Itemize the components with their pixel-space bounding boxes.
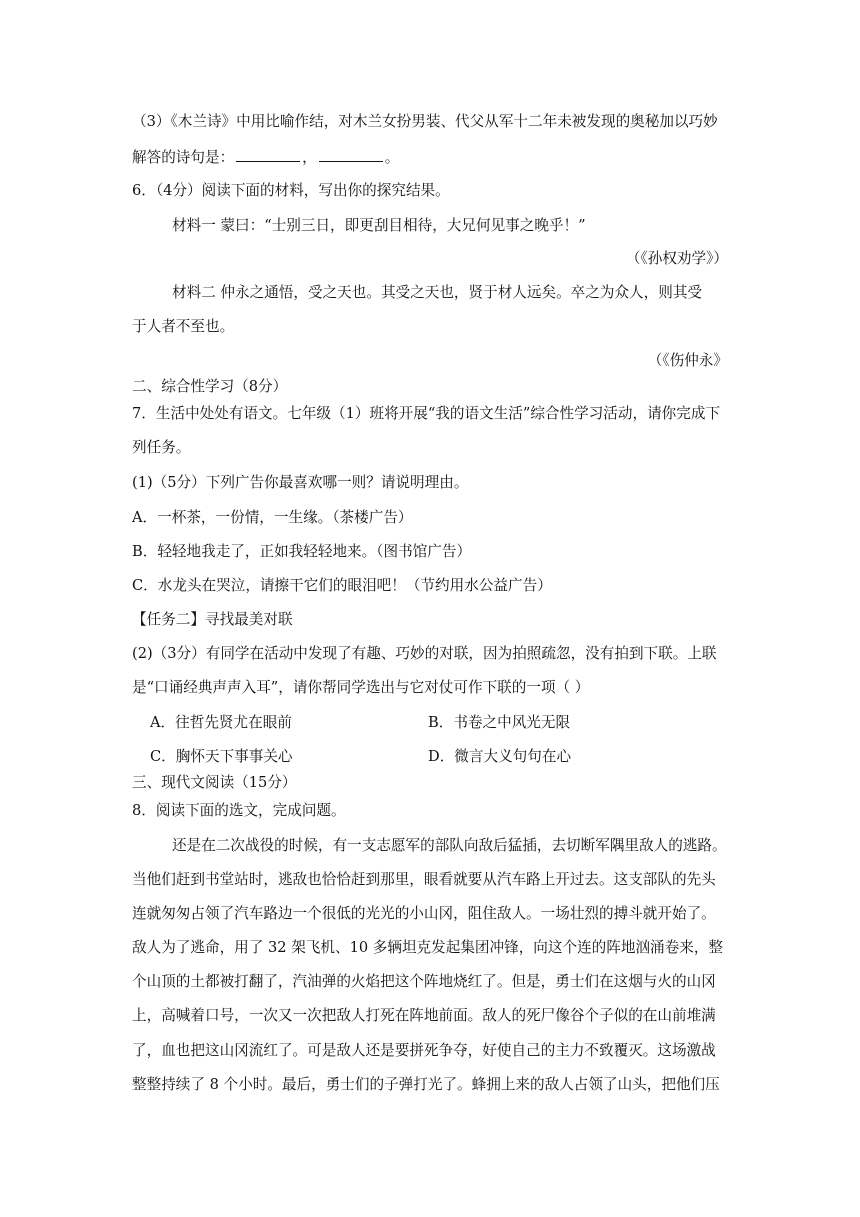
q6-material2-line2: 于人者不至也。 (132, 318, 235, 335)
q6-source2: （《伤仲永》 (647, 352, 728, 369)
q7-option-a: A．一杯茶，一份情，一生缘。（茶楼广告） (132, 509, 413, 526)
q7-option-b: B．轻轻地我走了，正如我轻轻地来。（图书馆广告） (132, 543, 472, 560)
task2-heading: 【任务二】寻找最美对联 (132, 611, 293, 628)
q8-title: 8．阅读下面的选文，完成问题。 (132, 802, 346, 819)
q5-3-prefix: 解答的诗句是： (132, 149, 235, 166)
passage-line-7: 了，血也把这山冈流红了。可是敌人还是要拼死争夺，好使自己的主力不致覆灭。这场激战 (132, 1042, 716, 1059)
passage-line-1: 还是在二次战役的时候，有一支志愿军的部队向敌后猛插，去切断军隅里敌人的逃路。 (172, 837, 727, 854)
q5-3-end: 。 (384, 149, 400, 166)
q6-material1: 材料一 蒙曰：“士别三日，即更刮目相待，大兄何见事之晚乎！” (172, 217, 586, 234)
q6-title: 6．（4分）阅读下面的材料，写出你的探究结果。 (132, 182, 450, 199)
q7-sub1: (1)（5分）下列广告你最喜欢哪一则？请说明理由。 (132, 474, 469, 491)
passage-line-2: 当他们赶到书堂站时，逃敌也恰恰赶到那里，眼看就要从汽车路上开过去。这支部队的先头 (132, 871, 716, 888)
q7-line1: 7．生活中处处有语文。七年级（1）班将开展“我的语文生活”综合性学习活动，请你完成下 (132, 405, 721, 422)
passage-line-5: 个山顶的土都被打翻了，汽油弹的火焰把这个阵地烧红了。但是，勇士们在这烟与火的山冈 (132, 973, 716, 990)
answer-blank-1[interactable] (236, 147, 300, 162)
q7-sub2-line2: 是“口诵经典声声入耳”，请你帮同学选出与它对仗可作下联的一项（ ） (132, 679, 590, 696)
choice-d: D．微言大义句句在心 (428, 748, 572, 765)
passage-line-4: 敌人为了逃命，用了 32 架飞机、10 多辆坦克发起集团冲锋，向这个连的阵地汹涌卷来，整 (132, 939, 724, 956)
q5-3-line2 (132, 147, 399, 168)
q7-sub2-line1: (2)（3分）有同学在活动中发现了有趣、巧妙的对联，因为拍照疏忽，没有拍到下联。上联 (132, 645, 717, 662)
choice-c: C．胸怀天下事事关心 (150, 748, 293, 765)
answer-blank-2[interactable] (319, 147, 383, 162)
choice-b: B．书卷之中风光无限 (428, 714, 571, 731)
passage-line-6: 上，高喊着口号，一次又一次把敌人打死在阵地前面。敌人的死尸像谷个子似的在山前堆满 (132, 1007, 716, 1024)
section3-heading: 三、现代文阅读（15分） (132, 774, 297, 791)
q6-source1: （《孙权劝学》） (625, 250, 728, 267)
choice-a: A．往哲先贤尤在眼前 (150, 714, 292, 731)
section2-heading: 二、综合性学习（8分） (132, 378, 288, 395)
q5-3-sep: ， (302, 149, 317, 166)
q7-option-c: C．水龙头在哭泣，请擦干它们的眼泪吧！（节约用水公益广告） (132, 577, 552, 594)
q7-line2: 列任务。 (132, 439, 191, 456)
passage-line-8: 整整持续了 8 个小时。最后，勇士们的子弹打光了。蜂拥上来的敌人占领了山头，把他们压 (132, 1076, 720, 1093)
q6-material2-line1: 材料二 仲永之通悟，受之天也。其受之天也，贤于材人远矣。卒之为众人，则其受 (172, 284, 703, 301)
q5-3-line1: （3）《木兰诗》中用比喻作结，对木兰女扮男装、代父从军十二年未被发现的奥秘加以巧妙 (132, 113, 718, 130)
passage-line-3: 连就匆匆占领了汽车路边一个很低的光光的小山冈，阻住敌人。一场壮烈的搏斗就开始了。 (132, 905, 716, 922)
